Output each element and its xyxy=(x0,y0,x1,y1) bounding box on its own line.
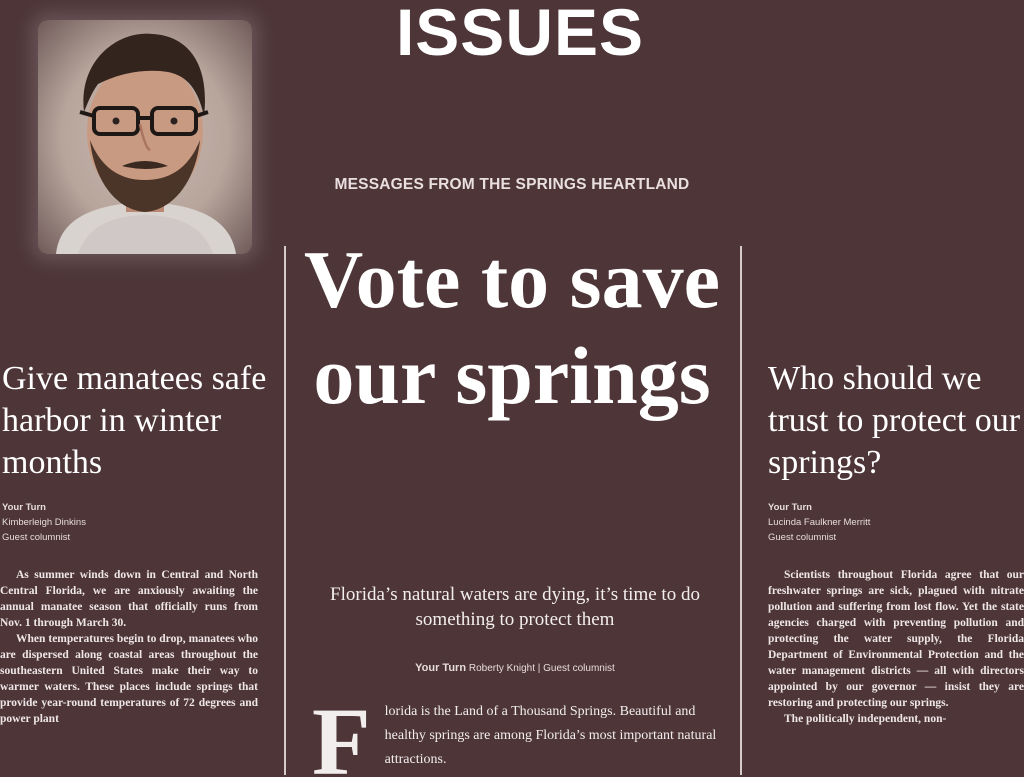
main-lead-text: lorida is the Land of a Thousand Springs. Beautiful and healthy springs are among Florida’s most important natural attractions. xyxy=(384,704,717,767)
left-article-body xyxy=(0,567,258,777)
left-article-headline: Give manatees safe harbor in winter months xyxy=(2,360,267,481)
left-article-byline xyxy=(2,500,86,545)
portrait-image xyxy=(38,20,252,254)
right-author-role: Guest columnist xyxy=(768,532,837,543)
drop-cap: F xyxy=(312,700,371,775)
left-paragraph: When temperatures begin to drop, manatees who are dispersed along coastal areas throughout the southeastern United States make their way to warmer waters. These places include springs that provide year-round temperatures of 72 degrees and power plant xyxy=(0,633,258,725)
main-your-turn-tag: Your Turn xyxy=(415,662,467,674)
left-your-turn-tag: Your Turn xyxy=(2,502,46,513)
right-paragraph: Scientists throughout Florida agree that our freshwater springs are sick, plagued with nitrate pollution and suffering from lost flow. Yet the state agencies charged with preventing pollution and protecting the water supply, the Florida Department of Environmental Protection and the water management districts — all with directors appointed by our governor — insist they are restoring and protecting our springs. xyxy=(768,569,1024,709)
left-paragraph: As summer winds down in Central and North Central Florida, we are anxiously awaiting the annual manatee season that officially runs from Nov. 1 through March 30. xyxy=(0,569,258,629)
column-divider-left xyxy=(284,246,286,775)
column-divider-right xyxy=(740,246,742,775)
right-article-body xyxy=(768,567,1024,777)
main-headline: Vote to save our springs xyxy=(303,234,720,421)
section-kicker: MESSAGES FROM THE SPRINGS HEARTLAND xyxy=(334,176,690,193)
author-photo xyxy=(38,20,252,254)
right-article-byline xyxy=(768,500,870,545)
main-byline xyxy=(300,662,730,674)
right-paragraph: The politically independent, non- xyxy=(784,713,947,725)
left-author-name: Kimberleigh Dinkins xyxy=(2,517,86,528)
right-article-headline: Who should we trust to protect our springs? xyxy=(768,360,1021,481)
left-author-role: Guest columnist xyxy=(2,532,71,543)
section-title: ISSUES xyxy=(395,0,645,69)
right-your-turn-tag: Your Turn xyxy=(768,502,812,513)
main-lead-paragraph xyxy=(312,700,722,775)
main-author: Roberty Knight | Guest columnist xyxy=(468,663,615,674)
main-deck: Florida’s natural waters are dying, it’s time to do something to protect them xyxy=(330,584,700,630)
right-author-name: Lucinda Faulkner Merritt xyxy=(768,517,871,528)
